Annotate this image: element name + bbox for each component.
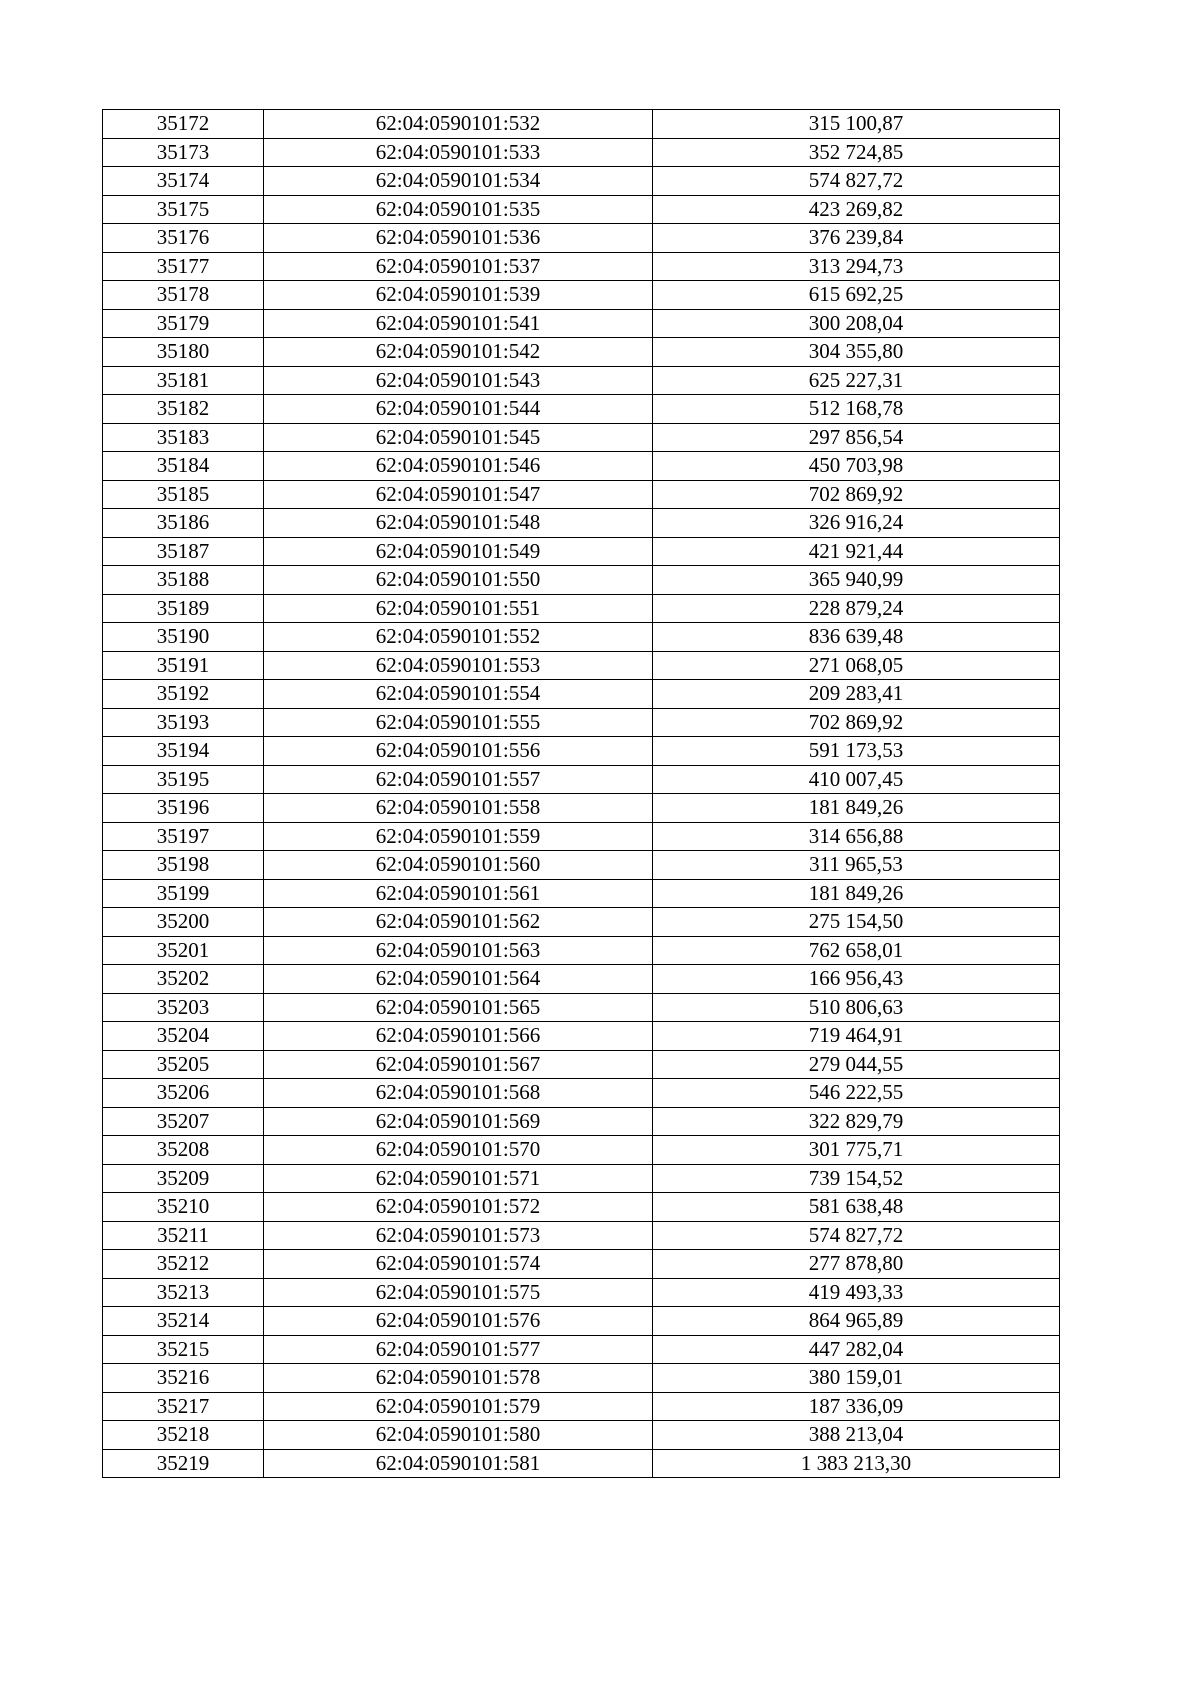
cadastral-value-cell: 512 168,78	[653, 395, 1060, 424]
table-row	[103, 936, 1060, 965]
cadastral-value-cell: 380 159,01	[653, 1364, 1060, 1393]
table-row	[103, 167, 1060, 196]
cadastral-number-cell: 62:04:0590101:558	[264, 794, 653, 823]
table-row	[103, 594, 1060, 623]
cadastral-number-cell: 62:04:0590101:548	[264, 509, 653, 538]
cadastral-value-cell: 277 878,80	[653, 1250, 1060, 1279]
cadastral-value-cell: 574 827,72	[653, 167, 1060, 196]
cadastral-number-cell: 62:04:0590101:546	[264, 452, 653, 481]
cadastral-value-cell: 625 227,31	[653, 366, 1060, 395]
cadastral-number-cell: 62:04:0590101:576	[264, 1307, 653, 1336]
cadastral-number-cell: 62:04:0590101:537	[264, 252, 653, 281]
cadastral-number-cell: 62:04:0590101:580	[264, 1421, 653, 1450]
table-row	[103, 1307, 1060, 1336]
cadastral-number-cell: 62:04:0590101:571	[264, 1164, 653, 1193]
cadastral-value-cell: 739 154,52	[653, 1164, 1060, 1193]
row-number-cell: 35178	[103, 281, 264, 310]
row-number-cell: 35180	[103, 338, 264, 367]
row-number-cell: 35199	[103, 879, 264, 908]
cadastral-number-cell: 62:04:0590101:539	[264, 281, 653, 310]
row-number-cell: 35176	[103, 224, 264, 253]
row-number-cell: 35209	[103, 1164, 264, 1193]
table-row	[103, 1250, 1060, 1279]
row-number-cell: 35207	[103, 1107, 264, 1136]
cadastral-value-cell: 209 283,41	[653, 680, 1060, 709]
cadastral-number-cell: 62:04:0590101:564	[264, 965, 653, 994]
cadastral-value-cell: 591 173,53	[653, 737, 1060, 766]
table-row	[103, 480, 1060, 509]
cadastral-number-cell: 62:04:0590101:542	[264, 338, 653, 367]
table-row	[103, 1421, 1060, 1450]
cadastral-value-cell: 181 849,26	[653, 794, 1060, 823]
cadastral-number-cell: 62:04:0590101:562	[264, 908, 653, 937]
table-row	[103, 423, 1060, 452]
cadastral-value-cell: 615 692,25	[653, 281, 1060, 310]
row-number-cell: 35206	[103, 1079, 264, 1108]
row-number-cell: 35173	[103, 138, 264, 167]
cadastral-number-cell: 62:04:0590101:541	[264, 309, 653, 338]
row-number-cell: 35174	[103, 167, 264, 196]
table-row	[103, 708, 1060, 737]
row-number-cell: 35211	[103, 1221, 264, 1250]
row-number-cell: 35215	[103, 1335, 264, 1364]
table-row	[103, 794, 1060, 823]
row-number-cell: 35219	[103, 1449, 264, 1478]
cadastral-number-cell: 62:04:0590101:533	[264, 138, 653, 167]
cadastral-value-cell: 423 269,82	[653, 195, 1060, 224]
table-row	[103, 908, 1060, 937]
cadastral-value-table	[102, 109, 1060, 1478]
row-number-cell: 35201	[103, 936, 264, 965]
cadastral-number-cell: 62:04:0590101:569	[264, 1107, 653, 1136]
cadastral-value-cell: 181 849,26	[653, 879, 1060, 908]
table-row	[103, 1050, 1060, 1079]
row-number-cell: 35179	[103, 309, 264, 338]
cadastral-value-cell: 187 336,09	[653, 1392, 1060, 1421]
row-number-cell: 35191	[103, 651, 264, 680]
table-row	[103, 110, 1060, 139]
row-number-cell: 35204	[103, 1022, 264, 1051]
row-number-cell: 35186	[103, 509, 264, 538]
cadastral-number-cell: 62:04:0590101:573	[264, 1221, 653, 1250]
cadastral-number-cell: 62:04:0590101:570	[264, 1136, 653, 1165]
table-row	[103, 224, 1060, 253]
row-number-cell: 35188	[103, 566, 264, 595]
table-row	[103, 1335, 1060, 1364]
cadastral-number-cell: 62:04:0590101:547	[264, 480, 653, 509]
cadastral-number-cell: 62:04:0590101:557	[264, 765, 653, 794]
row-number-cell: 35197	[103, 822, 264, 851]
table-row	[103, 1449, 1060, 1478]
cadastral-value-cell: 313 294,73	[653, 252, 1060, 281]
table-row	[103, 1164, 1060, 1193]
cadastral-value-cell: 297 856,54	[653, 423, 1060, 452]
table-row	[103, 1193, 1060, 1222]
cadastral-value-cell: 419 493,33	[653, 1278, 1060, 1307]
cadastral-number-cell: 62:04:0590101:532	[264, 110, 653, 139]
table-body	[103, 110, 1060, 1478]
row-number-cell: 35189	[103, 594, 264, 623]
cadastral-value-cell: 762 658,01	[653, 936, 1060, 965]
table-row	[103, 651, 1060, 680]
table-row	[103, 1364, 1060, 1393]
cadastral-value-cell: 1 383 213,30	[653, 1449, 1060, 1478]
row-number-cell: 35192	[103, 680, 264, 709]
cadastral-number-cell: 62:04:0590101:572	[264, 1193, 653, 1222]
cadastral-number-cell: 62:04:0590101:549	[264, 537, 653, 566]
table-row	[103, 1278, 1060, 1307]
cadastral-number-cell: 62:04:0590101:566	[264, 1022, 653, 1051]
table-row	[103, 195, 1060, 224]
cadastral-number-cell: 62:04:0590101:578	[264, 1364, 653, 1393]
row-number-cell: 35196	[103, 794, 264, 823]
cadastral-value-cell: 510 806,63	[653, 993, 1060, 1022]
cadastral-value-cell: 352 724,85	[653, 138, 1060, 167]
row-number-cell: 35184	[103, 452, 264, 481]
cadastral-number-cell: 62:04:0590101:563	[264, 936, 653, 965]
row-number-cell: 35195	[103, 765, 264, 794]
row-number-cell: 35182	[103, 395, 264, 424]
cadastral-value-cell: 702 869,92	[653, 480, 1060, 509]
cadastral-value-cell: 315 100,87	[653, 110, 1060, 139]
row-number-cell: 35218	[103, 1421, 264, 1450]
cadastral-value-cell: 314 656,88	[653, 822, 1060, 851]
document-page	[102, 109, 1059, 1478]
cadastral-number-cell: 62:04:0590101:550	[264, 566, 653, 595]
cadastral-value-cell: 271 068,05	[653, 651, 1060, 680]
row-number-cell: 35212	[103, 1250, 264, 1279]
cadastral-value-cell: 311 965,53	[653, 851, 1060, 880]
cadastral-value-cell: 376 239,84	[653, 224, 1060, 253]
row-number-cell: 35216	[103, 1364, 264, 1393]
table-row	[103, 965, 1060, 994]
table-row	[103, 309, 1060, 338]
cadastral-value-cell: 275 154,50	[653, 908, 1060, 937]
cadastral-value-cell: 574 827,72	[653, 1221, 1060, 1250]
cadastral-value-cell: 388 213,04	[653, 1421, 1060, 1450]
row-number-cell: 35208	[103, 1136, 264, 1165]
table-row	[103, 1136, 1060, 1165]
table-row	[103, 1221, 1060, 1250]
cadastral-value-cell: 322 829,79	[653, 1107, 1060, 1136]
table-row	[103, 338, 1060, 367]
cadastral-number-cell: 62:04:0590101:553	[264, 651, 653, 680]
table-row	[103, 452, 1060, 481]
cadastral-value-cell: 166 956,43	[653, 965, 1060, 994]
row-number-cell: 35205	[103, 1050, 264, 1079]
cadastral-number-cell: 62:04:0590101:581	[264, 1449, 653, 1478]
table-row	[103, 993, 1060, 1022]
cadastral-number-cell: 62:04:0590101:551	[264, 594, 653, 623]
row-number-cell: 35177	[103, 252, 264, 281]
row-number-cell: 35203	[103, 993, 264, 1022]
cadastral-number-cell: 62:04:0590101:552	[264, 623, 653, 652]
cadastral-number-cell: 62:04:0590101:555	[264, 708, 653, 737]
cadastral-number-cell: 62:04:0590101:579	[264, 1392, 653, 1421]
row-number-cell: 35210	[103, 1193, 264, 1222]
cadastral-number-cell: 62:04:0590101:567	[264, 1050, 653, 1079]
cadastral-value-cell: 300 208,04	[653, 309, 1060, 338]
row-number-cell: 35190	[103, 623, 264, 652]
cadastral-value-cell: 365 940,99	[653, 566, 1060, 595]
cadastral-value-cell: 864 965,89	[653, 1307, 1060, 1336]
row-number-cell: 35187	[103, 537, 264, 566]
row-number-cell: 35181	[103, 366, 264, 395]
cadastral-number-cell: 62:04:0590101:559	[264, 822, 653, 851]
table-row	[103, 566, 1060, 595]
row-number-cell: 35185	[103, 480, 264, 509]
cadastral-number-cell: 62:04:0590101:545	[264, 423, 653, 452]
row-number-cell: 35213	[103, 1278, 264, 1307]
cadastral-value-cell: 421 921,44	[653, 537, 1060, 566]
table-row	[103, 252, 1060, 281]
table-row	[103, 138, 1060, 167]
cadastral-number-cell: 62:04:0590101:534	[264, 167, 653, 196]
cadastral-number-cell: 62:04:0590101:575	[264, 1278, 653, 1307]
row-number-cell: 35202	[103, 965, 264, 994]
table-row	[103, 822, 1060, 851]
cadastral-number-cell: 62:04:0590101:574	[264, 1250, 653, 1279]
cadastral-number-cell: 62:04:0590101:543	[264, 366, 653, 395]
table-row	[103, 537, 1060, 566]
table-row	[103, 680, 1060, 709]
cadastral-value-cell: 301 775,71	[653, 1136, 1060, 1165]
table-row	[103, 509, 1060, 538]
cadastral-value-cell: 410 007,45	[653, 765, 1060, 794]
cadastral-value-cell: 581 638,48	[653, 1193, 1060, 1222]
cadastral-number-cell: 62:04:0590101:561	[264, 879, 653, 908]
cadastral-number-cell: 62:04:0590101:568	[264, 1079, 653, 1108]
cadastral-value-cell: 836 639,48	[653, 623, 1060, 652]
cadastral-value-cell: 304 355,80	[653, 338, 1060, 367]
cadastral-number-cell: 62:04:0590101:544	[264, 395, 653, 424]
cadastral-number-cell: 62:04:0590101:565	[264, 993, 653, 1022]
row-number-cell: 35183	[103, 423, 264, 452]
cadastral-value-cell: 702 869,92	[653, 708, 1060, 737]
row-number-cell: 35194	[103, 737, 264, 766]
table-row	[103, 623, 1060, 652]
cadastral-number-cell: 62:04:0590101:536	[264, 224, 653, 253]
table-row	[103, 395, 1060, 424]
row-number-cell: 35214	[103, 1307, 264, 1336]
table-row	[103, 1107, 1060, 1136]
table-row	[103, 737, 1060, 766]
row-number-cell: 35217	[103, 1392, 264, 1421]
row-number-cell: 35172	[103, 110, 264, 139]
table-row	[103, 1079, 1060, 1108]
table-row	[103, 1022, 1060, 1051]
cadastral-value-cell: 279 044,55	[653, 1050, 1060, 1079]
table-row	[103, 366, 1060, 395]
row-number-cell: 35175	[103, 195, 264, 224]
cadastral-value-cell: 546 222,55	[653, 1079, 1060, 1108]
cadastral-value-cell: 228 879,24	[653, 594, 1060, 623]
table-row	[103, 851, 1060, 880]
row-number-cell: 35198	[103, 851, 264, 880]
cadastral-value-cell: 326 916,24	[653, 509, 1060, 538]
cadastral-number-cell: 62:04:0590101:560	[264, 851, 653, 880]
cadastral-number-cell: 62:04:0590101:554	[264, 680, 653, 709]
table-row	[103, 765, 1060, 794]
cadastral-value-cell: 447 282,04	[653, 1335, 1060, 1364]
table-row	[103, 281, 1060, 310]
cadastral-value-cell: 719 464,91	[653, 1022, 1060, 1051]
cadastral-value-cell: 450 703,98	[653, 452, 1060, 481]
row-number-cell: 35193	[103, 708, 264, 737]
cadastral-number-cell: 62:04:0590101:535	[264, 195, 653, 224]
table-row	[103, 1392, 1060, 1421]
row-number-cell: 35200	[103, 908, 264, 937]
table-row	[103, 879, 1060, 908]
cadastral-number-cell: 62:04:0590101:577	[264, 1335, 653, 1364]
cadastral-number-cell: 62:04:0590101:556	[264, 737, 653, 766]
